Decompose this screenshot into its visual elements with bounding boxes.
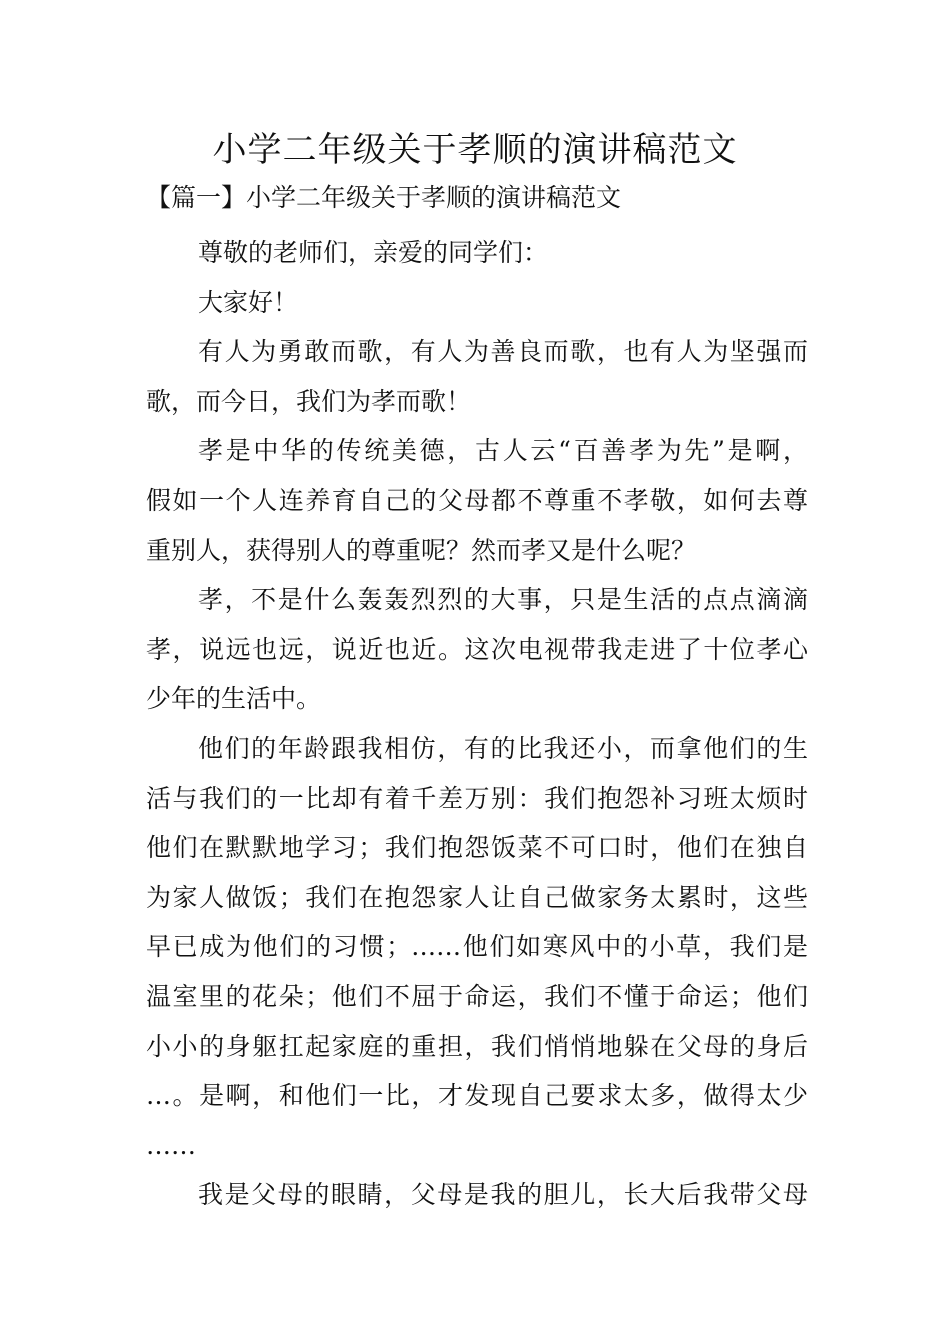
- text-line: …。是啊，和他们一比，才发现自己要求太多，做得太少: [146, 1081, 808, 1111]
- text-line: 孝，不是什么轰轰烈烈的大事，只是生活的点点滴滴: [198, 585, 808, 615]
- page-title: 小学二年级关于孝顺的演讲稿范文: [212, 130, 738, 170]
- text-line: 他们在默默地学习；我们抱怨饭菜不可口时，他们在独自: [146, 833, 808, 863]
- text-line: ……: [146, 1130, 196, 1160]
- text-line: 活与我们的一比却有着千差万别：我们抱怨补习班太烦时: [146, 783, 808, 813]
- text-line: 小小的身躯扛起家庭的重担，我们悄悄地躲在父母的身后: [146, 1031, 808, 1061]
- text-line: 为家人做饭；我们在抱怨家人让自己做家务太累时，这些: [146, 882, 808, 912]
- text-line: 歌，而今日，我们为孝而歌！: [146, 386, 472, 416]
- text-line: 大家好！: [198, 287, 299, 317]
- text-line: 温室里的花朵；他们不屈于命运，我们不懂于命运；他们: [146, 981, 808, 1011]
- section-heading: 【篇一】小学二年级关于孝顺的演讲稿范文: [146, 183, 622, 212]
- text-line: 孝，说远也远，说近也近。这次电视带我走进了十位孝心: [146, 634, 808, 664]
- text-line: 有人为勇敢而歌，有人为善良而歌，也有人为坚强而: [198, 337, 808, 367]
- text-line: 他们的年龄跟我相仿，有的比我还小，而拿他们的生: [198, 733, 808, 763]
- text-line: 我是父母的眼睛，父母是我的胆儿，长大后我带父母: [198, 1180, 808, 1210]
- body-text: [146, 228, 808, 1220]
- text-line: 假如一个人连养育自己的父母都不尊重不孝敬，如何去尊: [146, 485, 808, 515]
- text-line: 少年的生活中。: [146, 684, 322, 714]
- text-line: 重别人，获得别人的尊重呢？然而孝又是什么呢？: [146, 535, 697, 565]
- text-line: 早已成为他们的习惯；……他们如寒风中的小草，我们是: [146, 932, 808, 962]
- text-line: 尊敬的老师们，亲爱的同学们：: [198, 238, 549, 267]
- text-line: 孝是中华的传统美德，古人云“百善孝为先”是啊，: [198, 436, 808, 466]
